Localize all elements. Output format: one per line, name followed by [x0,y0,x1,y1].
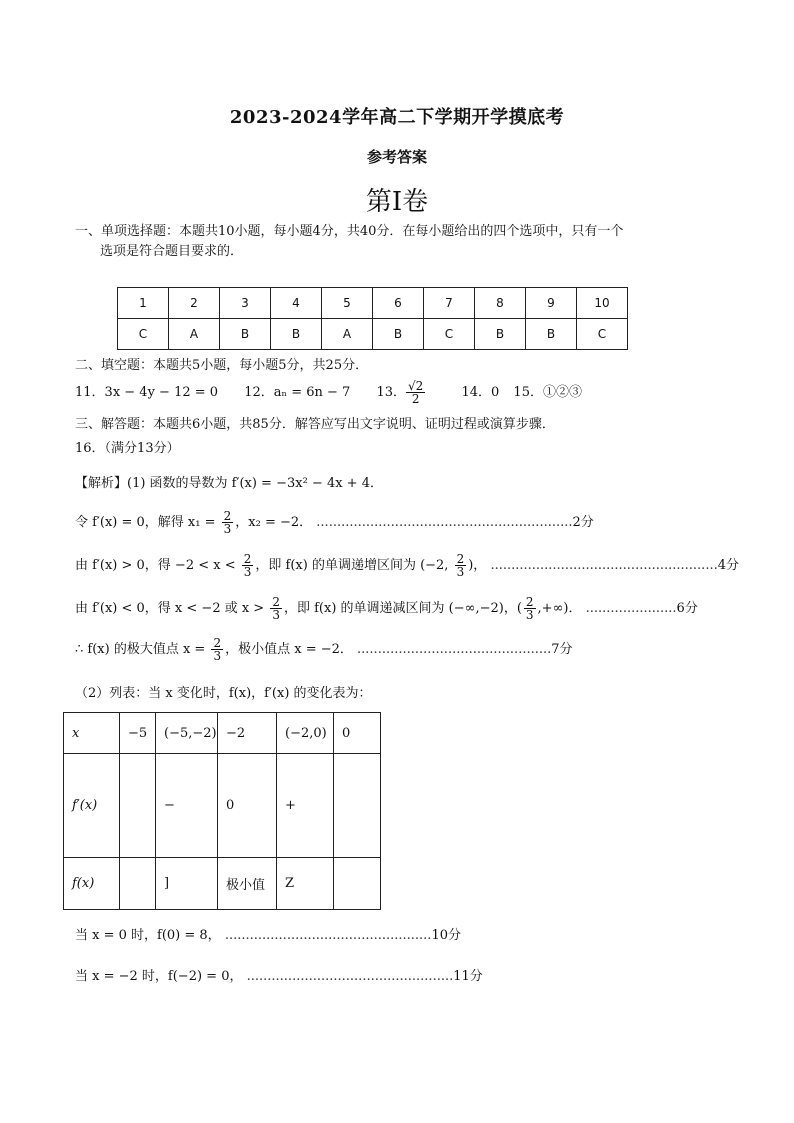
section2-heading: 二、填空题：本题共5小题，每小题5分，共25分． [75,358,369,373]
fraction-numerator: 2 [223,509,232,523]
answer-12: 12．aₙ = 6n − 7 [244,385,351,400]
fraction-denominator: 3 [272,608,280,622]
table-cell: −5 [120,713,156,754]
step-text: ,+∞)． [537,601,582,616]
volume-heading: 第Ⅰ卷 [365,187,429,217]
table-cell: x [64,713,120,754]
fraction-numerator: √2 [408,379,424,393]
score-mark: 10分 [431,928,461,943]
answer-14: 14．0 [461,385,500,400]
section3-heading: 三、解答题：本题共6小题，共85分．解答应写出文字说明、证明过程或演算步骤． [75,417,555,432]
section1-heading: 一、单项选择题：本题共10小题，每小题4分，共40分．在每小题给出的四个选项中，只有一个 [75,224,624,239]
leader-dots: ............................................... [357,642,552,657]
step-text: 当 x = 0 时，f(0) = 8， [75,928,221,943]
fraction [270,596,282,621]
table-row [64,754,381,858]
fraction [211,637,223,662]
question-16-heading: 16．（满分13分） [75,441,180,456]
fraction-denominator: 3 [223,522,232,536]
fraction-numerator: 2 [213,636,222,650]
fraction [455,553,467,578]
fraction-denominator: 3 [456,565,465,579]
score-mark: 6分 [676,601,698,616]
table-cell: 5 [322,288,373,319]
table-cell: f′(x) [64,754,120,858]
leader-dots: ....................................................... [490,558,718,573]
solution-step-7 [75,924,461,943]
table-cell: A [322,319,373,350]
table-cell: f(x) [64,858,120,910]
table-cell: A [169,319,220,350]
answer-table-numbers-row [118,288,628,319]
table-cell: + [277,754,334,858]
variation-table [63,712,381,910]
table-cell: B [475,319,526,350]
table-row [64,713,381,754]
step-text: 由 f′(x) > 0，得 −2 < x < [75,558,240,573]
step-text: 当 x = −2 时，f(−2) = 0， [75,969,243,984]
fraction-denominator: 3 [243,565,252,579]
table-cell: 9 [526,288,577,319]
step-text: 由 f′(x) < 0，得 x < −2 或 x > [75,601,269,616]
solution-step-5 [75,637,573,662]
fill-answers [75,380,604,405]
table-cell: Z [277,858,334,910]
table-cell: 极小值 [218,858,277,910]
step-text: ，即 f(x) 的单调递减区间为 (−∞,−2)，( [283,601,522,616]
table-cell: B [220,319,271,350]
table-cell: 1 [118,288,169,319]
fraction-numerator: 2 [525,595,534,609]
answer-13 [376,379,447,406]
fraction-denominator: 2 [411,392,420,406]
table-cell: 2 [169,288,220,319]
table-cell: 6 [373,288,424,319]
leader-dots: ...................... [585,601,677,616]
table-row [64,858,381,910]
solution-step-3 [75,553,739,578]
table-cell: C [577,319,628,350]
table-cell: − [156,754,218,858]
score-mark: 4分 [717,558,739,573]
table-cell [334,858,381,910]
answer-13-label: 13． [376,385,407,400]
solution-step-6: （2）列表：当 x 变化时，f(x)，f′(x) 的变化表为： [75,686,372,701]
table-cell [334,754,381,858]
table-cell: (−2,0) [277,713,334,754]
fraction-numerator: 2 [456,552,465,566]
table-cell: 10 [577,288,628,319]
table-cell: (−5,−2) [156,713,218,754]
table-cell: −2 [218,713,277,754]
table-cell: B [373,319,424,350]
solution-step-4 [75,596,698,621]
table-cell [120,754,156,858]
solution-step-2 [75,510,594,535]
table-cell: C [424,319,475,350]
table-cell: B [271,319,322,350]
fraction-numerator: 2 [243,552,252,566]
fraction [524,596,536,621]
fraction [406,380,447,405]
page-subtitle: 参考答案 [366,148,427,166]
table-cell: B [526,319,577,350]
step-text: ，x₂ = −2． [235,515,313,530]
step-text: 令 f′(x) = 0，解得 x₁ = [75,515,220,530]
step-text: ∴ f(x) 的极大值点 x = [75,642,210,657]
answer-11: 11．3x − 4y − 12 = 0 [75,385,219,400]
fraction [222,510,234,535]
step-text: ，即 f(x) 的单调递增区间为 (−2, [255,558,453,573]
table-cell: 0 [334,713,381,754]
table-cell: ] [156,858,218,910]
step-text: ，极小值点 x = −2． [225,642,353,657]
section1-heading-cont: 选项是符合题目要求的． [100,244,244,259]
table-cell: C [118,319,169,350]
score-mark: 11分 [453,969,483,984]
leader-dots: .............................................................. [316,515,573,530]
solution-step-8 [75,965,483,984]
table-cell: 0 [218,754,277,858]
table-cell: 3 [220,288,271,319]
table-cell: 7 [424,288,475,319]
answer-table-answers-row [118,319,628,350]
table-cell: 4 [271,288,322,319]
score-mark: 7分 [551,642,573,657]
answer-15: 15．①②③ [513,385,582,400]
table-cell [120,858,156,910]
fraction-numerator: 2 [272,595,280,609]
fraction-denominator: 3 [525,608,534,622]
leader-dots: .................................................. [224,928,432,943]
score-mark: 2分 [572,515,594,530]
answer-table [117,287,628,350]
step-text: )， [468,558,487,573]
leader-dots: .................................................. [246,969,454,984]
page-title: 2023-2024学年高二下学期开学摸底考 [229,107,565,128]
fraction-denominator: 3 [213,649,222,663]
solution-step-1: 【解析】(1) 函数的导数为 f′(x) = −3x² − 4x + 4． [75,476,383,491]
fraction [242,553,254,578]
table-cell: 8 [475,288,526,319]
